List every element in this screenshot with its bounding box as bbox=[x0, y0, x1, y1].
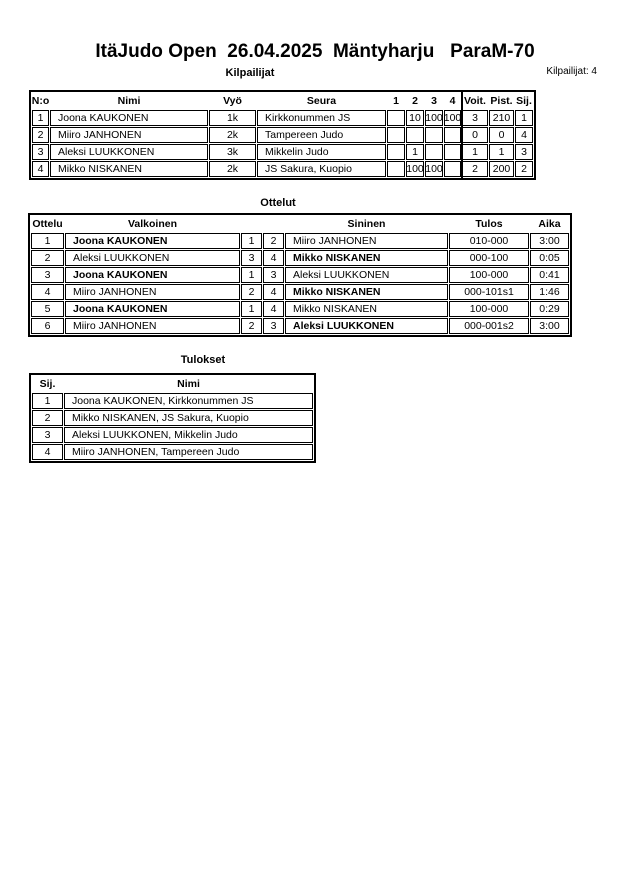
header-cell-result: Tulos bbox=[475, 218, 503, 230]
cell-result: 000-101s1 bbox=[449, 284, 529, 300]
header-cell-empty bbox=[241, 216, 262, 232]
cell-white-no: 3 bbox=[241, 250, 262, 266]
cell-wins: 2 bbox=[462, 161, 488, 177]
cell-name: Joona KAUKONEN, Kirkkonummen JS bbox=[64, 393, 313, 409]
header-cell-points: Pist. bbox=[490, 95, 513, 107]
cell-score-3: 100 bbox=[425, 163, 443, 175]
results-table bbox=[29, 373, 316, 463]
result-row bbox=[32, 393, 313, 409]
cell-score-4: 100 bbox=[443, 112, 462, 124]
header-cell-wins: Voit. bbox=[464, 95, 486, 107]
cell-match-no: 2 bbox=[31, 250, 64, 266]
cell-points: 210 bbox=[489, 110, 514, 126]
match-row bbox=[31, 301, 569, 317]
cell-white-name: Joona KAUKONEN bbox=[65, 267, 240, 283]
competitors-table bbox=[29, 90, 536, 180]
cell-match-no: 4 bbox=[31, 284, 64, 300]
header-cell-round-1: 1 bbox=[393, 95, 399, 107]
cell-name: Aleksi LUUKKONEN, Mikkelin Judo bbox=[64, 427, 313, 443]
cell-score-1 bbox=[387, 144, 405, 160]
cell-white-no: 1 bbox=[241, 267, 262, 283]
cell-white-name: Miiro JANHONEN bbox=[65, 318, 240, 334]
cell-belt: 1k bbox=[209, 110, 256, 126]
cell-wins: 0 bbox=[462, 127, 488, 143]
cell-place: 2 bbox=[32, 410, 63, 426]
competitors-count: Kilpailijat: 4 bbox=[546, 66, 597, 77]
cell-blue-no: 2 bbox=[263, 233, 284, 249]
cell-score-2: 100 bbox=[406, 163, 424, 175]
competitor-row bbox=[32, 161, 533, 177]
cell-score-3 bbox=[425, 127, 443, 143]
results-header-row bbox=[32, 376, 313, 392]
cell-match-no: 3 bbox=[31, 267, 64, 283]
cell-white-name: Joona KAUKONEN bbox=[65, 233, 240, 249]
header-cell-blue: Sininen bbox=[347, 218, 386, 230]
cell-name: Aleksi LUUKKONEN bbox=[50, 144, 208, 160]
cell-name: Mikko NISKANEN bbox=[50, 161, 208, 177]
cell-white-name: Joona KAUKONEN bbox=[65, 301, 240, 317]
cell-score-2: 1 bbox=[406, 144, 424, 160]
cell-score-1 bbox=[387, 127, 405, 143]
header-cell-match: Ottelu bbox=[32, 218, 63, 230]
cell-score-1 bbox=[387, 161, 405, 177]
header-cell-round-2: 2 bbox=[412, 95, 418, 107]
cell-place: 3 bbox=[32, 427, 63, 443]
cell-no: 2 bbox=[32, 127, 49, 143]
result-row bbox=[32, 444, 313, 460]
competitor-row bbox=[32, 144, 533, 160]
cell-time: 0:41 bbox=[530, 267, 569, 283]
cell-no: 3 bbox=[32, 144, 49, 160]
header-cell-place: Sij. bbox=[516, 95, 532, 107]
cell-belt: 3k bbox=[209, 144, 256, 160]
header-cell-round-3: 3 bbox=[431, 95, 437, 107]
cell-score-2: 10 bbox=[406, 110, 424, 126]
cell-score-3: 100 bbox=[425, 112, 443, 124]
cell-belt: 2k bbox=[209, 161, 256, 177]
cell-club: Kirkkonummen JS bbox=[257, 110, 386, 126]
competitors-header-row bbox=[32, 93, 533, 109]
cell-time: 3:00 bbox=[530, 318, 569, 334]
cell-white-no: 2 bbox=[241, 318, 262, 334]
cell-name: Miiro JANHONEN bbox=[50, 127, 208, 143]
cell-result: 100-000 bbox=[449, 267, 529, 283]
cell-wins: 1 bbox=[462, 144, 488, 160]
cell-time: 0:05 bbox=[530, 250, 569, 266]
cell-blue-name: Mikko NISKANEN bbox=[285, 301, 448, 317]
cell-place: 4 bbox=[515, 127, 533, 143]
cell-club: JS Sakura, Kuopio bbox=[257, 161, 386, 177]
header-cell-club: Seura bbox=[306, 95, 337, 107]
result-row bbox=[32, 410, 313, 426]
cell-time: 0:29 bbox=[530, 301, 569, 317]
cell-points: 1 bbox=[489, 144, 514, 160]
header-cell-time: Aika bbox=[538, 218, 561, 230]
cell-place: 1 bbox=[32, 393, 63, 409]
cell-place: 4 bbox=[32, 444, 63, 460]
competitors-heading: Kilpailijat bbox=[225, 67, 275, 79]
cell-result: 000-001s2 bbox=[449, 318, 529, 334]
header-cell-belt: Vyö bbox=[223, 95, 242, 107]
cell-blue-no: 3 bbox=[263, 318, 284, 334]
cell-white-no: 2 bbox=[241, 284, 262, 300]
results-heading: Tulokset bbox=[180, 354, 226, 366]
header-cell-name: Nimi bbox=[117, 95, 141, 107]
cell-name: Miiro JANHONEN, Tampereen Judo bbox=[64, 444, 313, 460]
cell-no: 4 bbox=[32, 161, 49, 177]
header-cell-place: Sij. bbox=[39, 378, 56, 390]
cell-match-no: 1 bbox=[31, 233, 64, 249]
cell-white-no: 1 bbox=[241, 301, 262, 317]
page-title: ItäJudo Open 26.04.2025 Mäntyharju ParaM-70 bbox=[95, 41, 535, 62]
match-row bbox=[31, 267, 569, 283]
cell-blue-name: Mikko NISKANEN bbox=[285, 250, 448, 266]
cell-wins: 3 bbox=[462, 110, 488, 126]
cell-white-no: 1 bbox=[241, 233, 262, 249]
cell-blue-name: Miiro JANHONEN bbox=[285, 233, 448, 249]
cell-blue-no: 4 bbox=[263, 301, 284, 317]
cell-result: 010-000 bbox=[449, 233, 529, 249]
matches-heading: Ottelut bbox=[260, 197, 296, 209]
cell-place: 2 bbox=[515, 161, 533, 177]
cell-time: 3:00 bbox=[530, 233, 569, 249]
cell-place: 3 bbox=[515, 144, 533, 160]
cell-blue-name: Mikko NISKANEN bbox=[285, 284, 448, 300]
cell-score-4 bbox=[444, 127, 461, 143]
cell-blue-no: 3 bbox=[263, 267, 284, 283]
column-divider bbox=[461, 92, 463, 178]
match-row bbox=[31, 250, 569, 266]
competitor-row bbox=[32, 110, 533, 126]
match-row bbox=[31, 233, 569, 249]
cell-club: Mikkelin Judo bbox=[257, 144, 386, 160]
header-cell-name: Nimi bbox=[177, 378, 200, 390]
cell-score-2 bbox=[406, 127, 424, 143]
matches-table bbox=[28, 213, 572, 337]
cell-no: 1 bbox=[32, 110, 49, 126]
cell-time: 1:46 bbox=[530, 284, 569, 300]
cell-points: 200 bbox=[489, 161, 514, 177]
cell-blue-no: 4 bbox=[263, 284, 284, 300]
cell-score-4 bbox=[444, 144, 461, 160]
matches-header-row bbox=[31, 216, 569, 232]
cell-white-name: Miiro JANHONEN bbox=[65, 284, 240, 300]
header-cell-round-4: 4 bbox=[449, 95, 456, 107]
cell-result: 000-100 bbox=[449, 250, 529, 266]
cell-blue-no: 4 bbox=[263, 250, 284, 266]
match-row bbox=[31, 318, 569, 334]
cell-white-name: Aleksi LUUKKONEN bbox=[65, 250, 240, 266]
competitor-row bbox=[32, 127, 533, 143]
cell-place: 1 bbox=[515, 110, 533, 126]
header-cell-empty bbox=[263, 216, 284, 232]
cell-result: 100-000 bbox=[449, 301, 529, 317]
cell-belt: 2k bbox=[209, 127, 256, 143]
cell-club: Tampereen Judo bbox=[257, 127, 386, 143]
cell-score-1 bbox=[387, 110, 405, 126]
header-cell-no: N:o bbox=[31, 95, 50, 107]
cell-blue-name: Aleksi LUUKKONEN bbox=[285, 267, 448, 283]
result-row bbox=[32, 427, 313, 443]
cell-name: Joona KAUKONEN bbox=[50, 110, 208, 126]
cell-name: Mikko NISKANEN, JS Sakura, Kuopio bbox=[64, 410, 313, 426]
header-cell-white: Valkoinen bbox=[127, 218, 178, 230]
cell-score-3 bbox=[425, 144, 443, 160]
cell-score-4 bbox=[444, 161, 461, 177]
cell-blue-name: Aleksi LUUKKONEN bbox=[285, 318, 448, 334]
cell-match-no: 5 bbox=[31, 301, 64, 317]
cell-points: 0 bbox=[489, 127, 514, 143]
match-row bbox=[31, 284, 569, 300]
cell-match-no: 6 bbox=[31, 318, 64, 334]
